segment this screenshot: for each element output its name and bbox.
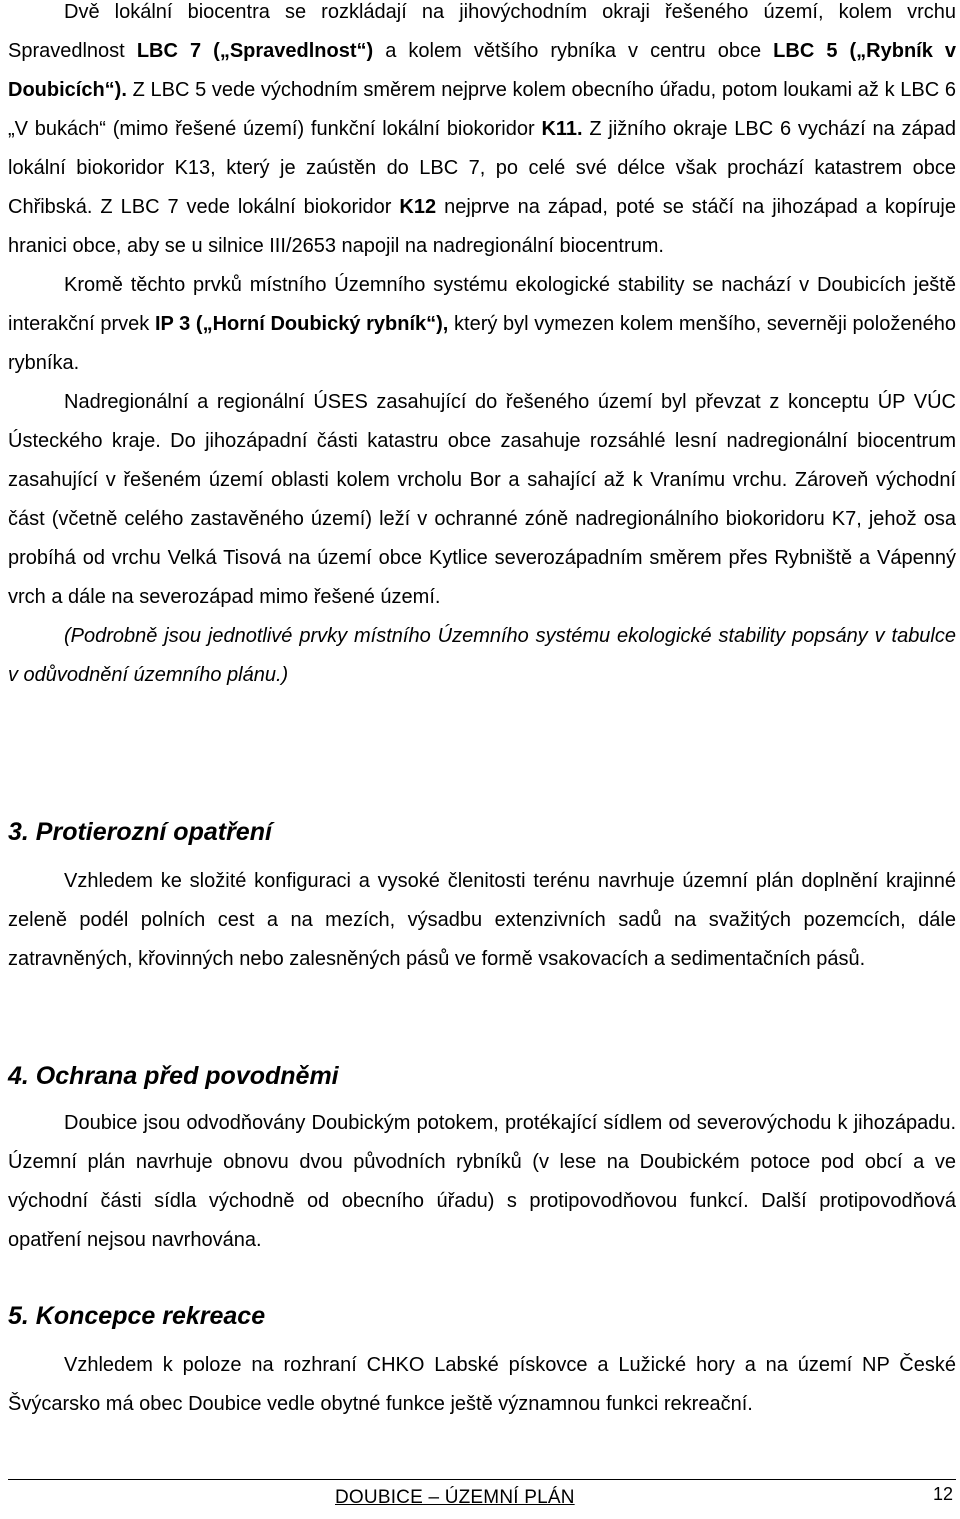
heading-ochrana-pred-povodnemi: 4. Ochrana před povodněmi xyxy=(8,1062,339,1090)
bold-span: LBC 7 („Spravedlnost“) xyxy=(136,40,374,62)
heading-protierozni-opatreni: 3. Protierozní opatření xyxy=(8,818,272,846)
text-span: a kolem většího rybníka v centru obce xyxy=(373,40,774,62)
uses-paragraph-1 xyxy=(8,0,956,695)
text-span: Z jižního okraje LBC 6 vychází na západ lokální biokoridor K13, který je zaústěn do LBC 7, po celé své délce však prochází katastrem obce Chřibská. Z LBC 7 vede lokální biokoridor xyxy=(8,118,957,218)
section-protierozni-opatreni xyxy=(8,862,956,979)
page-number: 12 xyxy=(933,1484,954,1504)
text-span: Kromě těchto prvků místního Územního systému ekologické stability se nachází v Doubicích ještě interakční prvek xyxy=(8,274,956,335)
text-span: nejprve na západ, poté se stáčí na jihozápad a kopíruje hranici obce, aby se u silnice III/2653 napojil na nadregionální biocentrum. xyxy=(8,196,957,257)
text-span: Dvě lokální biocentra se rozkládají na jihovýchodním okraji řešeného území, kolem vrchu Spravedlnost xyxy=(8,1,956,62)
bold-span: K11. xyxy=(541,118,583,140)
paragraph-protierozni: Vzhledem ke složité konfiguraci a vysoké členitosti terénu navrhuje územní plán doplnění krajinné zeleně podél polních cest a na mezích, výsadbu extenzivních sadů na svažitých pozemcích, dále zatravněných, křovinných nebo zalesněných pásů ve formě vsakovacích a sedimentačních pásů. xyxy=(8,870,956,970)
section-ochrana-pred-povodnemi xyxy=(8,1104,956,1260)
footer-divider xyxy=(8,1479,956,1480)
heading-koncepce-rekreace: 5. Koncepce rekreace xyxy=(8,1302,266,1330)
bold-span: IP 3 („Horní Doubický rybník“), xyxy=(154,313,449,335)
paragraph-note: (Podrobně jsou jednotlivé prvky místního Územního systému ekologické stability popsány v tabulce v odůvodnění územního plánu.) xyxy=(8,625,956,686)
bold-span: K12 xyxy=(399,196,437,218)
paragraph-interakcni-prvek xyxy=(8,266,956,383)
text-span: Z LBC 5 vede východním směrem nejprve kolem obecního úřadu, potom loukami až k LBC 6 „V bukách“ (mimo řešené území) funkční lokální biokoridor xyxy=(8,79,956,140)
section-koncepce-rekreace xyxy=(8,1346,956,1424)
footer-document-title: DOUBICE – ÚZEMNÍ PLÁN xyxy=(335,1487,575,1508)
paragraph-povodne: Doubice jsou odvodňovány Doubickým potokem, protékající sídlem od severovýchodu k jihozápadu. Územní plán navrhuje obnovu dvou původních rybníků (v lese na Doubickém potoce pod obcí a ve východní části sídla východně od obecního úřadu) s protipovodňovou funkcí. Další protipovodňová opatření nejsou navrhována. xyxy=(8,1112,956,1251)
text-span: který byl vymezen kolem menšího, severněji položeného rybníka. xyxy=(8,313,956,374)
paragraph-nadregionalni-uses: Nadregionální a regionální ÚSES zasahující do řešeného území byl převzat z konceptu ÚP VÚC Ústeckého kraje. Do jihozápadní části katastru obce zasahuje rozsáhlé lesní nadregionální biocentrum zasahující v řešeném území oblasti kolem vrcholu Bor a sahající až k Vranímu vrchu. Zároveň východní část (včetně celého zastavěného území) leží v ochranné zóně nadregionálního biokoridoru K7, jehož osa probíhá od vrchu Velká Tisová na území obce Kytlice severozápadním směrem přes Rybniště a Vápenný vrch a dále na severozápad mimo řešené území. xyxy=(8,391,956,608)
bold-span: LBC 5 („Rybník v Doubicích“). xyxy=(8,40,957,101)
paragraph-biocentra xyxy=(8,0,956,266)
paragraph-rekreace: Vzhledem k poloze na rozhraní CHKO Labské pískovce a Lužické hory a na území NP České Švýcarsko má obec Doubice vedle obytné funkce ještě významnou funkci rekreační. xyxy=(8,1354,956,1415)
